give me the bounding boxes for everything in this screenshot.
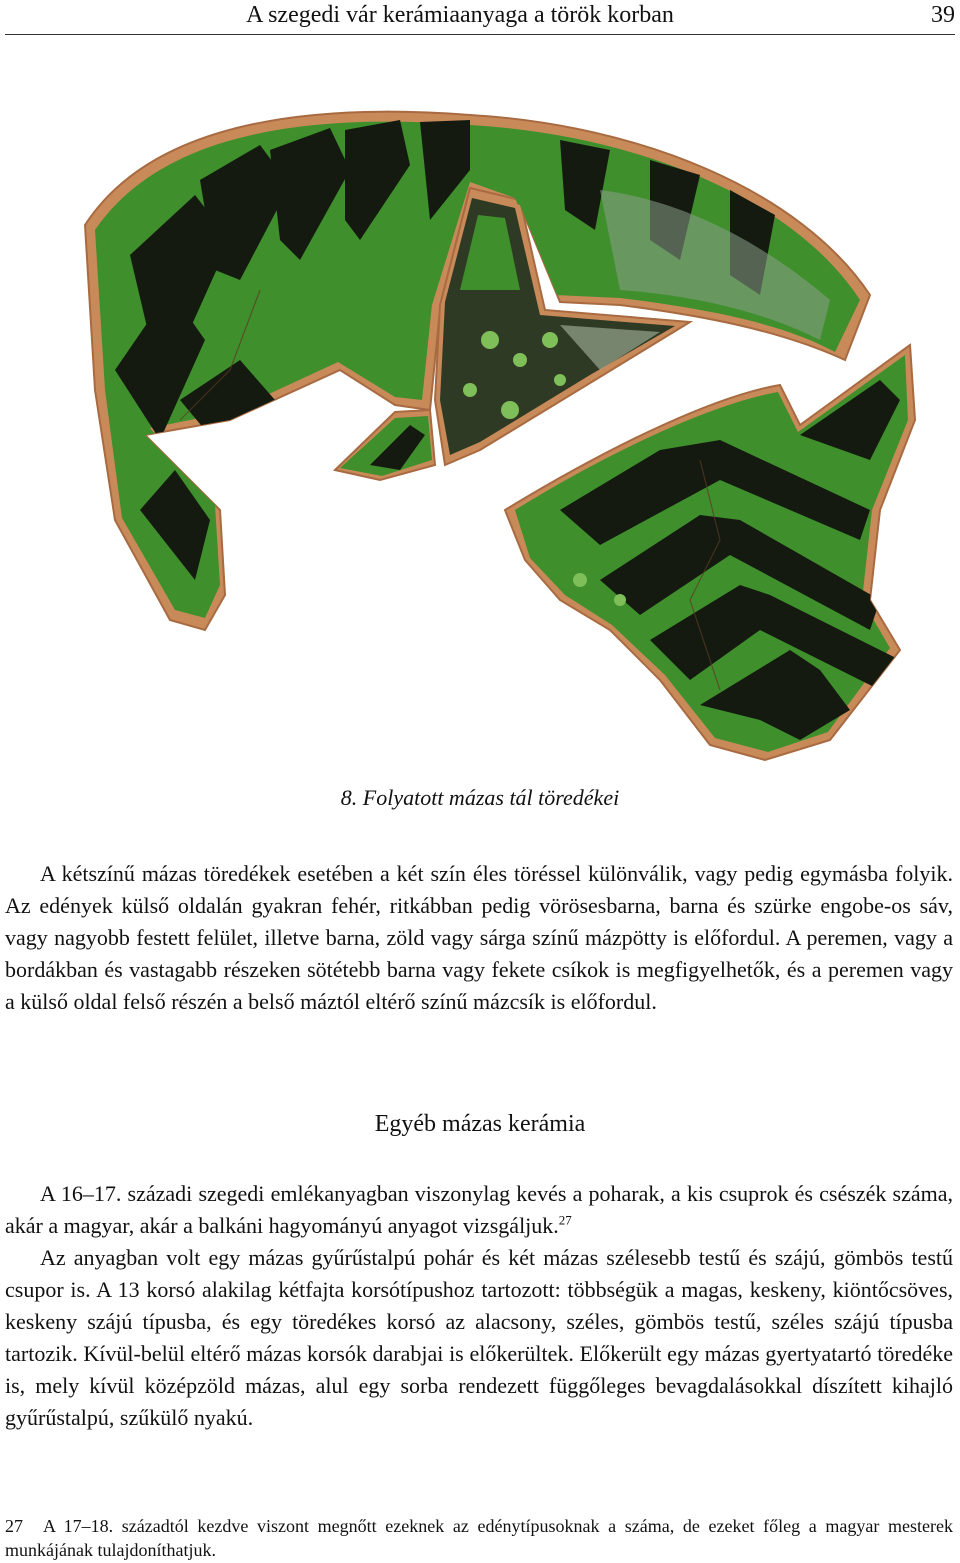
footnote-number: 27 (5, 1516, 23, 1536)
figure-caption: 8. Folyatott mázas tál töredékei (340, 785, 620, 810)
pottery-fragments-figure (0, 40, 960, 770)
striped-fragment (515, 355, 908, 752)
footnote (5, 1514, 953, 1562)
paragraph-a-text: A 16–17. századi szegedi emlékanyagban viszonylag kevés a poharak, a kis csuprok és csészék száma, akár a magyar, akár a balkáni hagyományú anyagot vizsgáljuk. (5, 1181, 953, 1238)
body-paragraph-2 (5, 1178, 953, 1434)
body-paragraph-1 (5, 858, 953, 1018)
glazed-bowl-fragments-photo (0, 40, 960, 770)
paragraph-text: A kétszínű mázas töredékek esetében a két szín éles töréssel különválik, vagy pedig egymásba folyik. Az edények külső oldalán gyakran fehér, ritkábban pedig vörösesbarna, barna és szürke engobe-os sáv, vagy nagyobb festett felület, illetve barna, zöld vagy sárga színű mázpötty is előfordul. A peremen, vagy a bordákban és vastagabb részeken sötétebb barna vagy fekete csíkok is megfigyelhetők, és a peremen vagy a külső oldal felső részén a belső máztól eltérő színű mázcsík is előfordul. (5, 861, 953, 1014)
section-heading: Egyéb mázas kerámia (374, 1111, 586, 1137)
footnote-reference[interactable]: 27 (558, 1212, 572, 1228)
page-number: 39 (931, 2, 955, 28)
footnote-text: A 17–18. századtól kezdve viszont megnőtt ezeknek az edénytípusoknak a száma, de ezeket főleg a magyar mesterek munkájának tulajdoníthatjuk. (5, 1516, 953, 1560)
running-title: A szegedi vár kerámiaanyaga a török korban (246, 2, 674, 28)
running-header (5, 0, 955, 35)
paragraph-text-a (5, 1178, 953, 1242)
paragraph-text-b: Az anyagban volt egy mázas gyűrűstalpú pohár és két mázas szélesebb testű és szájú, gömbös testű csupor is. A 13 korsó alakilag kétfajta korsótípushoz tartozott: többségük a magas, keskeny, kiöntőcsöves, keskeny szájú típusba, és egy töredékes korsó az alacsony, széles, gömbös testű, széles szájú típusba tartozik. Kívül-belül eltérő mázas korsók darabjai is előkerültek. Előkerült egy mázas gyertyatartó töredéke is, mely kívül középzöld mázas, alul egy sorba rendezett függőleges bevagdalásokkal díszített kihajló gyűrűstalpú, szűkülő nyakú. (5, 1245, 953, 1430)
